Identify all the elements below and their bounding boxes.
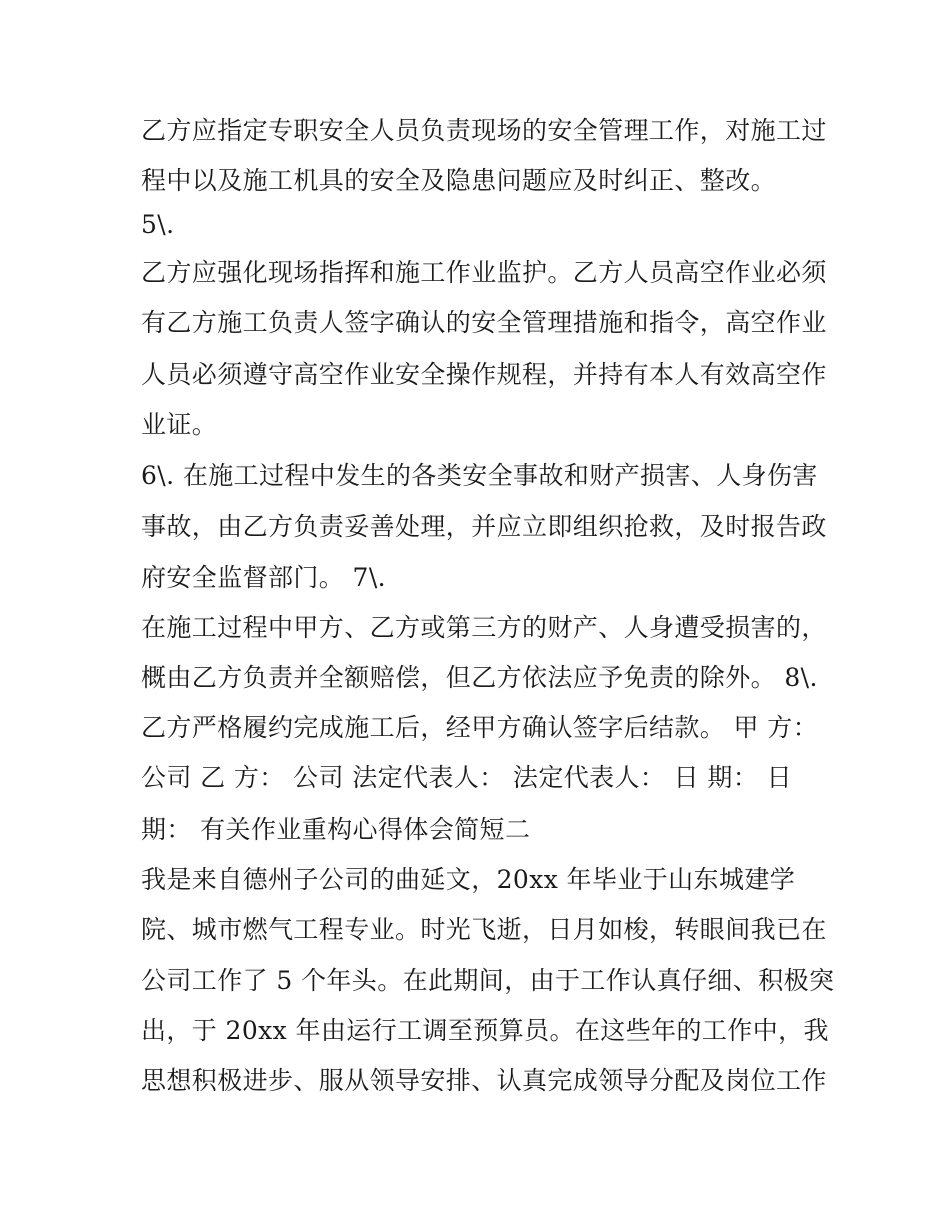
text-line: 6\. 在施工过程中发生的各类安全事故和财产损害、人身伤害 [141, 461, 818, 490]
text-line: 业证。 [141, 410, 218, 439]
text-line: 期： 有关作业重构心得体会简短二 [141, 815, 531, 844]
text-line: 概由乙方负责并全额赔偿，但乙方依法应予免责的除外。 8\. [141, 663, 818, 692]
text-line: 有乙方施工负责人签字确认的安全管理措施和指令，高空作业 [141, 308, 827, 337]
text-line: 公司 乙 方： 公司 法定代表人： 法定代表人： 日 期： 日 [141, 763, 792, 792]
text-line: 府安全监督部门。 7\. [141, 563, 387, 592]
text-line: 乙方应强化现场指挥和施工作业监护。乙方人员高空作业必须 [141, 258, 827, 287]
text-line: 人员必须遵守高空作业安全操作规程，并持有本人有效高空作 [141, 360, 827, 389]
text-line: 程中以及施工机具的安全及隐患问题应及时纠正、整改。 [141, 166, 777, 195]
text-line: 公司工作了 5 个年头。在此期间，由于工作认真仔细、积极突 [141, 966, 835, 995]
text-line: 我是来自德州子公司的曲延文，20xx 年毕业于山东城建学 [141, 865, 796, 894]
text-line: 事故，由乙方负责妥善处理，并应立即组织抢救，及时报告政 [141, 512, 827, 541]
text-line: 乙方严格履约完成施工后，经甲方确认签字后结款。 甲 方： [141, 713, 819, 742]
text-line: 思想积极进步、服从领导安排、认真完成领导分配及岗位工作 [141, 1066, 827, 1095]
text-line: 乙方应指定专职安全人员负责现场的安全管理工作，对施工过 [141, 116, 827, 145]
text-line: 院、城市燃气工程专业。时光飞逝，日月如梭，转眼间我已在 [141, 915, 827, 944]
text-line: 出，于 20xx 年由运行工调至预算员。在这些年的工作中，我 [141, 1016, 829, 1045]
text-line: 在施工过程中甲方、乙方或第三方的财产、人身遭受损害的， [141, 613, 827, 642]
text-line: 5\. [141, 210, 175, 239]
